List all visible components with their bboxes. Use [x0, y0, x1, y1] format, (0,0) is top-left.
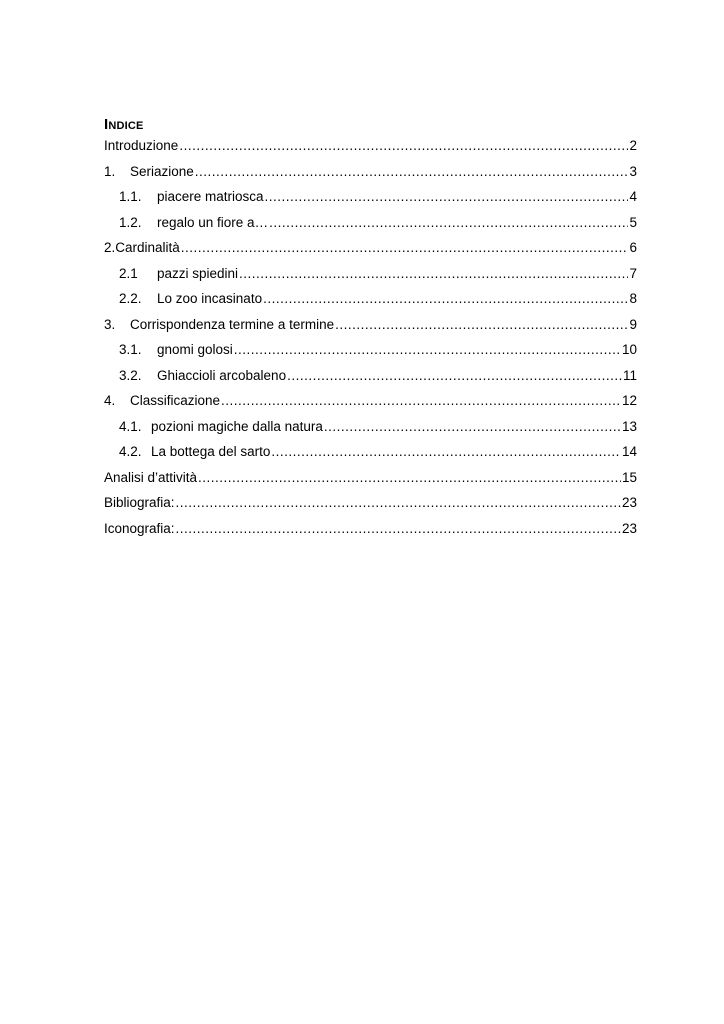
dot-leader [198, 469, 621, 487]
dot-leader [265, 188, 629, 206]
toc-entry-number: 4. [104, 393, 116, 408]
toc-entry-number: 3. [104, 316, 116, 332]
toc-entry-label: Iconografia: [104, 520, 175, 536]
dot-leader [324, 418, 621, 436]
toc-entry-introduzione[interactable] [104, 137, 637, 155]
dot-leader [176, 494, 621, 512]
toc-entry-analisi-attivita[interactable] [104, 469, 637, 487]
dot-leader [335, 316, 628, 334]
toc-title: Indice [104, 116, 144, 133]
toc-entry-iconografia[interactable] [104, 520, 637, 538]
toc-entry-page: 10 [621, 342, 637, 357]
toc-entry-classificazione[interactable] [104, 392, 637, 410]
toc-entry-regalo-un-fiore[interactable] [104, 214, 637, 232]
toc-entry-number: 3.2. [119, 367, 142, 383]
toc-entry-pazzi-spiedini[interactable] [104, 265, 637, 283]
dot-leader [239, 265, 628, 283]
toc-entry-seriazione[interactable] [104, 163, 637, 181]
toc-entry-label: pazzi spiedini [157, 265, 239, 281]
toc-entry-page: 13 [621, 418, 637, 434]
dot-leader [179, 137, 628, 155]
toc-entry-number: 1.2. [119, 214, 142, 230]
toc-entry-label: Ghiaccioli arcobaleno [157, 367, 287, 383]
toc-entry-label: Corrispondenza termine a termine [130, 316, 335, 332]
toc-entry-label: regalo un fiore a… [157, 214, 269, 230]
toc-entry-page: 5 [629, 214, 637, 230]
toc-entry-bibliografia[interactable] [104, 494, 637, 512]
toc-entry-page: 8 [629, 291, 637, 306]
toc-entry-label: 2.Cardinalità [104, 240, 180, 255]
toc-entry-number: 2.1 [119, 265, 138, 281]
toc-entry-label: gnomi golosi [157, 342, 233, 357]
dot-leader [271, 443, 621, 461]
toc-entry-page: 11 [622, 367, 637, 383]
toc-entry-page: 15 [621, 469, 637, 485]
toc-entry-label: piacere matriosca [157, 189, 264, 204]
toc-entry-number: 2.2. [119, 291, 142, 306]
dot-leader [195, 163, 629, 181]
toc-entry-label: Lo zoo incasinato [157, 291, 263, 306]
toc-entry-page: 14 [621, 444, 637, 459]
toc-entry-page: 6 [629, 240, 637, 255]
toc-entry-number: 1.1. [119, 189, 142, 204]
toc-entry-number: 4.2. [119, 444, 142, 459]
dot-leader [287, 367, 622, 385]
toc-entry-gnomi-golosi[interactable] [104, 341, 637, 359]
dot-leader [176, 520, 621, 538]
toc-entry-page: 7 [629, 265, 637, 281]
toc-entry-label: Classificazione [130, 393, 221, 408]
toc-entry-page: 23 [621, 495, 637, 510]
toc-entry-label: Bibliografia: [104, 495, 175, 510]
toc-entry-page: 4 [629, 189, 637, 204]
toc-entry-label: Seriazione [130, 163, 194, 179]
toc-entry-page: 3 [629, 163, 637, 179]
dot-leader [181, 239, 629, 257]
dot-leader [263, 290, 628, 308]
toc-entry-page: 9 [629, 316, 637, 332]
toc-entry-page: 23 [621, 520, 637, 536]
toc-entry-ghiaccioli-arcobaleno[interactable] [104, 367, 637, 385]
toc-entry-pozioni-magiche[interactable] [104, 418, 637, 436]
toc-entry-number: 3.1. [119, 342, 142, 357]
toc-entry-lo-zoo-incasinato[interactable] [104, 290, 637, 308]
toc-entry-label: Introduzione [104, 138, 179, 153]
toc-entry-cardinalita[interactable] [104, 239, 637, 257]
toc-entry-label: La bottega del sarto [151, 444, 271, 459]
dot-leader [221, 392, 621, 410]
dot-leader [234, 341, 621, 359]
table-of-contents [104, 137, 637, 538]
toc-entry-label: pozioni magiche dalla natura [151, 418, 323, 434]
dot-leader [269, 214, 628, 232]
toc-entry-page: 2 [629, 138, 637, 153]
toc-entry-label: Analisi d’attività [104, 469, 198, 485]
toc-entry-corrispondenza[interactable] [104, 316, 637, 334]
toc-entry-number: 4.1. [119, 418, 142, 434]
toc-entry-la-bottega-del-sarto[interactable] [104, 443, 637, 461]
toc-entry-piacere-matriosca[interactable] [104, 188, 637, 206]
toc-entry-page: 12 [621, 393, 637, 408]
toc-entry-number: 1. [104, 163, 116, 179]
